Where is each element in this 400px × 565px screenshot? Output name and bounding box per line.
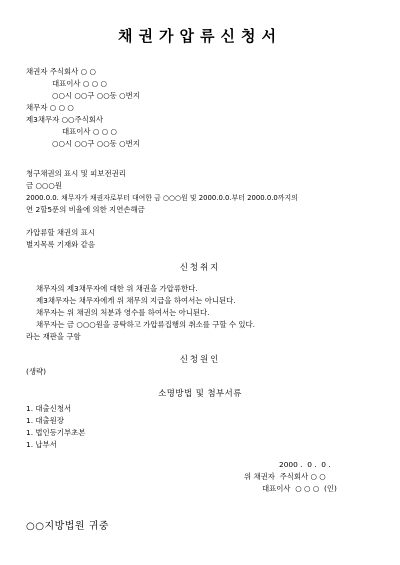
- debtor-line: 채무자 ○ ○ ○: [26, 103, 74, 112]
- purpose-line: 제3채무자는 채무자에게 위 채무의 지급을 하여서는 아니된다.: [36, 296, 236, 305]
- evidence-item: 1. 대출원장: [26, 416, 64, 425]
- purpose-line: 채무자는 위 채권의 처분과 영수를 하여서는 아니된다.: [36, 308, 210, 317]
- creditor-rep-line: 대표이사 ○ ○ ○: [52, 79, 107, 88]
- claim-heading: 청구채권의 표시 및 피보전권리: [26, 169, 126, 178]
- creditor-line: 채권자 주식회사 ○ ○: [26, 67, 96, 76]
- signature-date: 2000 . 0 . 0 .: [279, 460, 331, 469]
- evidence-item: 1. 법인등기부초본: [26, 428, 86, 437]
- target-text: 별지목록 기재와 같음: [26, 240, 95, 249]
- purpose-closing: 라는 재판을 구함: [26, 332, 81, 341]
- third-debtor-rep-line: 대표이사 ○ ○ ○: [62, 127, 117, 136]
- court-addressee: ○○지방법원 귀중: [26, 521, 110, 532]
- evidence-heading: 소명방법 및 첨부서류: [158, 388, 242, 398]
- document-title: 채권가압류신청서: [118, 27, 282, 45]
- purpose-heading: 신청취지: [179, 262, 221, 272]
- creditor-address-line: ○○시 ○○구 ○○동 ○번지: [52, 91, 140, 100]
- reason-heading: 신청원인: [179, 354, 221, 364]
- claim-amount: 금 ○○○원: [26, 181, 62, 190]
- purpose-line: 채무자는 금 ○○○원을 공탁하고 가압류집행의 취소를 구할 수 있다.: [36, 320, 255, 329]
- claim-description-line-1: 2000.0.0. 채무자가 채권자로부터 대여한 금 ○○○원 및 2000.0.0.부터 2000.0.0까지의: [26, 194, 298, 202]
- target-heading: 가압류할 채권의 표시: [26, 228, 95, 237]
- third-debtor-address-line: ○○시 ○○구 ○○동 ○번지: [52, 139, 140, 148]
- evidence-item: 1. 납부서: [26, 440, 57, 449]
- signature-representative: 대표이사 ○ ○ ○ (인): [262, 484, 337, 493]
- third-debtor-line: 제3채무자 ○○주식회사: [26, 115, 104, 124]
- reason-text: (생략): [26, 367, 47, 376]
- signature-applicant: 위 채권자 주식회사 ○ ○: [244, 472, 326, 481]
- purpose-line: 채무자의 제3채무자에 대한 위 채권을 가압류한다.: [36, 284, 198, 293]
- claim-description-line-2: 연 2할5푼의 비율에 의한 지연손해금: [26, 205, 145, 214]
- evidence-item: 1. 대출신청서: [26, 404, 72, 413]
